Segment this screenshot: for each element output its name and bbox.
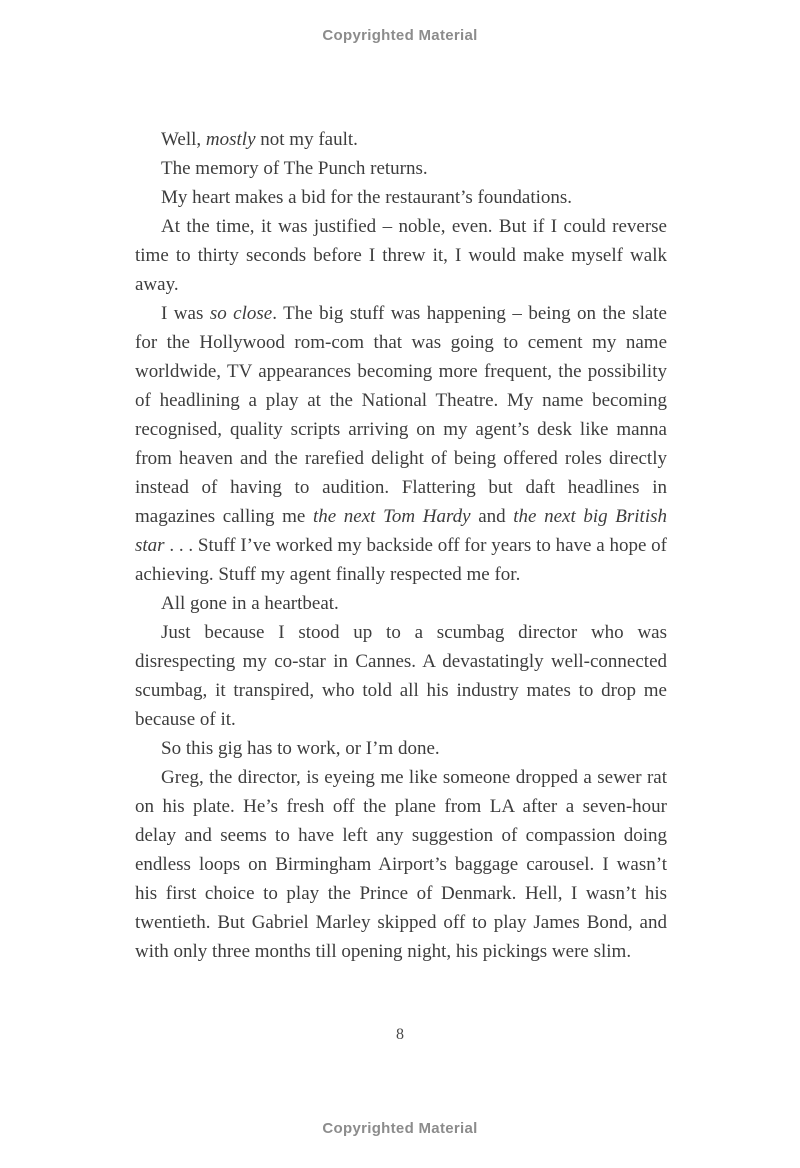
italic-text-run: mostly — [205, 129, 256, 150]
text-run: So this gig has to work, or I’m done. — [161, 738, 440, 759]
text-run: . The big stuff was happening – being on the slate for the Hollywood rom-com that was going to cement my name worldwide, TV appearances becoming more frequent, the possibility of headlining a play at the National Theatre. My name becoming recognised, quality scripts arriving on my agent’s desk like manna from heaven and the rarefied delight of being offered roles directly instead of having to audition. Flattering but daft headlines in magazines calling me — [135, 303, 667, 527]
text-run: At the time, it was justified – noble, even. But if I could reverse time to thirty seconds before I threw it, I would make myself walk away. — [135, 216, 667, 295]
paragraph — [135, 154, 667, 183]
italic-text-run: the next Tom Hardy — [312, 506, 471, 527]
paragraph — [135, 734, 667, 763]
text-run: My heart makes a bid for the restaurant’s foundations. — [161, 187, 573, 208]
text-run: Greg, the director, is eyeing me like someone dropped a sewer rat on his plate. He’s fresh off the plane from LA after a seven-hour delay and seems to have left any suggestion of compassion doing endless loops on Birmingham Airport’s baggage carousel. I wasn’t his first choice to play the Prince of Denmark. Hell, I wasn’t his twentieth. But Gabriel Marley skipped off to play James Bond, and with only three months till opening night, his pickings were slim. — [135, 767, 667, 962]
text-run: and — [470, 506, 514, 527]
body-text — [135, 125, 667, 966]
paragraph — [135, 125, 667, 154]
paragraph — [135, 618, 667, 734]
italic-text-run: so close — [209, 303, 273, 324]
text-run: I was — [161, 303, 210, 324]
italic-text-run: the next big British star — [135, 506, 667, 556]
paragraph — [135, 212, 667, 299]
text-run: Well, — [161, 129, 206, 150]
paragraph — [135, 183, 667, 212]
paragraph — [135, 299, 667, 589]
text-run: Just because I stood up to a scumbag director who was disrespecting my co-star in Cannes. A devastatingly well-connected scumbag, it transpired, who told all his industry mates to drop me because of it. — [135, 622, 667, 730]
text-run: . . . Stuff I’ve worked my backside off for years to have a hope of achieving. Stuff my agent finally respected me for. — [135, 535, 667, 585]
text-run: not my fault. — [255, 129, 358, 150]
paragraph — [135, 763, 667, 966]
text-run: All gone in a heartbeat. — [161, 593, 339, 614]
paragraph — [135, 589, 667, 618]
text-run: The memory of The Punch returns. — [161, 158, 428, 179]
page-number: 8 — [396, 1026, 404, 1043]
copyright-notice-top: Copyrighted Material — [322, 27, 478, 44]
copyright-notice-bottom: Copyrighted Material — [322, 1120, 478, 1137]
